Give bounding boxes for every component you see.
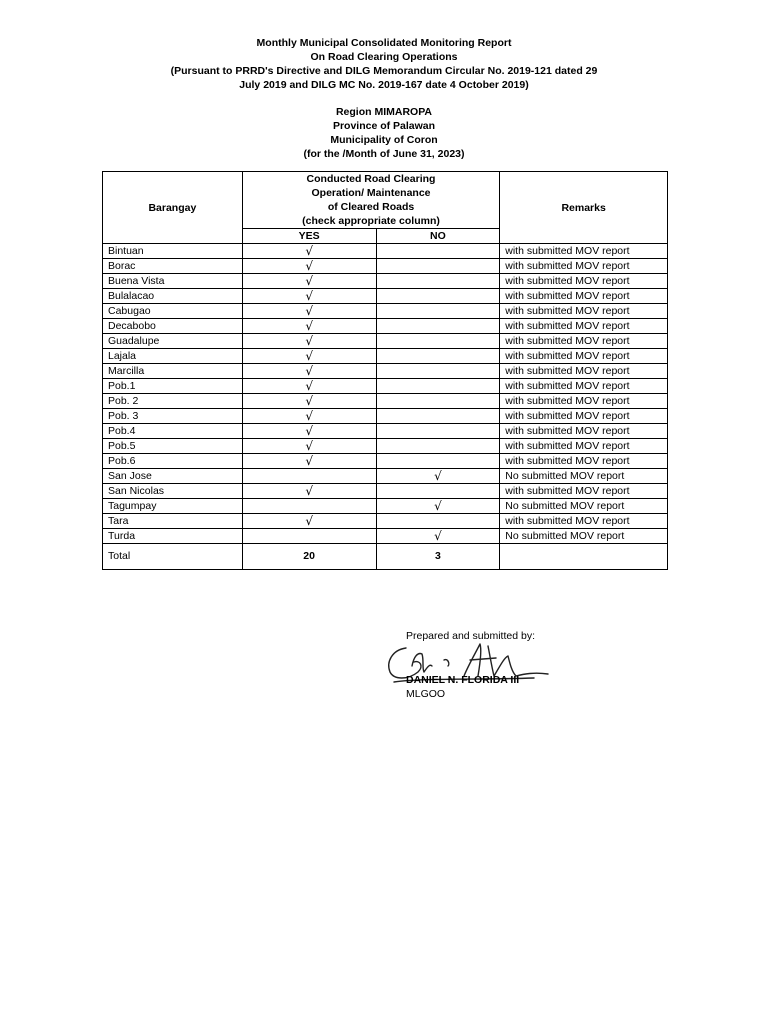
barangay-cell: Tagumpay <box>103 499 243 514</box>
table-row <box>103 514 668 529</box>
table-row <box>103 274 668 289</box>
signer-title: MLGOO <box>406 688 446 700</box>
yes-check-cell: √ <box>242 514 376 529</box>
column-header-conducted-line: Operation/ Maintenance <box>311 187 431 199</box>
no-check-cell: √ <box>376 529 500 544</box>
table-row <box>103 379 668 394</box>
remarks-cell: with submitted MOV report <box>500 289 668 304</box>
table-row <box>103 409 668 424</box>
table-row <box>103 364 668 379</box>
monitoring-table <box>102 171 668 570</box>
table-row <box>103 439 668 454</box>
barangay-cell: Marcilla <box>103 364 243 379</box>
no-check-cell <box>376 454 500 469</box>
table-row <box>103 454 668 469</box>
no-check-cell <box>376 484 500 499</box>
no-check-cell <box>376 244 500 259</box>
total-row <box>103 544 668 570</box>
remarks-cell: No submitted MOV report <box>500 499 668 514</box>
yes-check-cell: √ <box>242 274 376 289</box>
no-check-cell: √ <box>376 469 500 484</box>
table-row <box>103 304 668 319</box>
column-header-barangay: Barangay <box>103 172 243 244</box>
barangay-cell: San Jose <box>103 469 243 484</box>
report-header <box>100 36 668 161</box>
table-row <box>103 244 668 259</box>
table-row <box>103 499 668 514</box>
no-check-cell <box>376 349 500 364</box>
column-header-conducted <box>242 172 499 229</box>
table-row <box>103 259 668 274</box>
column-header-no: NO <box>376 229 500 244</box>
total-no: 3 <box>376 544 500 570</box>
table-row <box>103 529 668 544</box>
report-subtitle: On Road Clearing Operations <box>310 51 458 63</box>
barangay-cell: Pob.1 <box>103 379 243 394</box>
barangay-cell: Bintuan <box>103 244 243 259</box>
no-check-cell <box>376 334 500 349</box>
table-body <box>103 244 668 544</box>
yes-check-cell: √ <box>242 439 376 454</box>
header-spacer <box>100 92 668 105</box>
barangay-cell: Pob.5 <box>103 439 243 454</box>
yes-check-cell: √ <box>242 259 376 274</box>
column-header-conducted-line: of Cleared Roads <box>327 201 415 213</box>
total-label: Total <box>103 544 243 570</box>
remarks-cell: with submitted MOV report <box>500 424 668 439</box>
yes-check-cell <box>242 529 376 544</box>
barangay-cell: Bulalacao <box>103 289 243 304</box>
no-check-cell: √ <box>376 499 500 514</box>
total-remarks <box>500 544 668 570</box>
remarks-cell: with submitted MOV report <box>500 304 668 319</box>
remarks-cell: with submitted MOV report <box>500 319 668 334</box>
no-check-cell <box>376 259 500 274</box>
remarks-cell: No submitted MOV report <box>500 529 668 544</box>
region-label: Region MIMAROPA <box>335 106 433 118</box>
report-title: Monthly Municipal Consolidated Monitoring Report <box>256 37 512 49</box>
no-check-cell <box>376 424 500 439</box>
no-check-cell <box>376 364 500 379</box>
remarks-cell: with submitted MOV report <box>500 244 668 259</box>
no-check-cell <box>376 439 500 454</box>
remarks-cell: with submitted MOV report <box>500 274 668 289</box>
total-yes: 20 <box>242 544 376 570</box>
table-row <box>103 334 668 349</box>
remarks-cell: with submitted MOV report <box>500 334 668 349</box>
report-reference-line-1: (Pursuant to PRRD's Directive and DILG Memorandum Circular No. 2019-121 dated 29 <box>170 65 598 77</box>
barangay-cell: Pob.6 <box>103 454 243 469</box>
signer-name: DANIEL N. FLORIDA III <box>406 674 520 686</box>
remarks-cell: with submitted MOV report <box>500 379 668 394</box>
yes-check-cell: √ <box>242 484 376 499</box>
remarks-cell: with submitted MOV report <box>500 259 668 274</box>
barangay-cell: San Nicolas <box>103 484 243 499</box>
column-header-yes: YES <box>242 229 376 244</box>
report-period: (for the /Month of June 31, 2023) <box>303 148 465 160</box>
province-label: Province of Palawan <box>332 120 436 132</box>
yes-check-cell: √ <box>242 304 376 319</box>
no-check-cell <box>376 379 500 394</box>
table-row <box>103 469 668 484</box>
barangay-cell: Lajala <box>103 349 243 364</box>
remarks-cell: with submitted MOV report <box>500 439 668 454</box>
column-header-remarks: Remarks <box>500 172 668 244</box>
prepared-by-label: Prepared and submitted by: <box>406 630 535 642</box>
barangay-cell: Pob. 2 <box>103 394 243 409</box>
yes-check-cell: √ <box>242 454 376 469</box>
remarks-cell: with submitted MOV report <box>500 484 668 499</box>
yes-check-cell: √ <box>242 289 376 304</box>
table-row <box>103 289 668 304</box>
barangay-cell: Cabugao <box>103 304 243 319</box>
yes-check-cell: √ <box>242 364 376 379</box>
no-check-cell <box>376 394 500 409</box>
table-row <box>103 424 668 439</box>
remarks-cell: with submitted MOV report <box>500 514 668 529</box>
barangay-cell: Decabobo <box>103 319 243 334</box>
no-check-cell <box>376 289 500 304</box>
barangay-cell: Buena Vista <box>103 274 243 289</box>
column-header-conducted-line: (check appropriate column) <box>302 215 440 227</box>
yes-check-cell: √ <box>242 319 376 334</box>
barangay-cell: Pob.4 <box>103 424 243 439</box>
barangay-cell: Borac <box>103 259 243 274</box>
remarks-cell: with submitted MOV report <box>500 394 668 409</box>
column-header-conducted-line: Conducted Road Clearing <box>306 173 436 185</box>
yes-check-cell: √ <box>242 379 376 394</box>
yes-check-cell: √ <box>242 394 376 409</box>
yes-check-cell: √ <box>242 349 376 364</box>
no-check-cell <box>376 409 500 424</box>
table-row <box>103 349 668 364</box>
no-check-cell <box>376 319 500 334</box>
yes-check-cell: √ <box>242 334 376 349</box>
table-header-row <box>103 172 668 229</box>
table-row <box>103 484 668 499</box>
yes-check-cell: √ <box>242 424 376 439</box>
no-check-cell <box>376 274 500 289</box>
barangay-cell: Guadalupe <box>103 334 243 349</box>
report-reference-line-2: July 2019 and DILG MC No. 2019-167 date 4 October 2019) <box>239 79 529 91</box>
no-check-cell <box>376 514 500 529</box>
remarks-cell: with submitted MOV report <box>500 364 668 379</box>
yes-check-cell: √ <box>242 244 376 259</box>
barangay-cell: Tara <box>103 514 243 529</box>
barangay-cell: Turda <box>103 529 243 544</box>
table-row <box>103 394 668 409</box>
yes-check-cell: √ <box>242 409 376 424</box>
no-check-cell <box>376 304 500 319</box>
barangay-cell: Pob. 3 <box>103 409 243 424</box>
yes-check-cell <box>242 499 376 514</box>
table-row <box>103 319 668 334</box>
remarks-cell: with submitted MOV report <box>500 409 668 424</box>
remarks-cell: with submitted MOV report <box>500 454 668 469</box>
remarks-cell: No submitted MOV report <box>500 469 668 484</box>
yes-check-cell <box>242 469 376 484</box>
remarks-cell: with submitted MOV report <box>500 349 668 364</box>
municipality-label: Municipality of Coron <box>330 134 438 146</box>
